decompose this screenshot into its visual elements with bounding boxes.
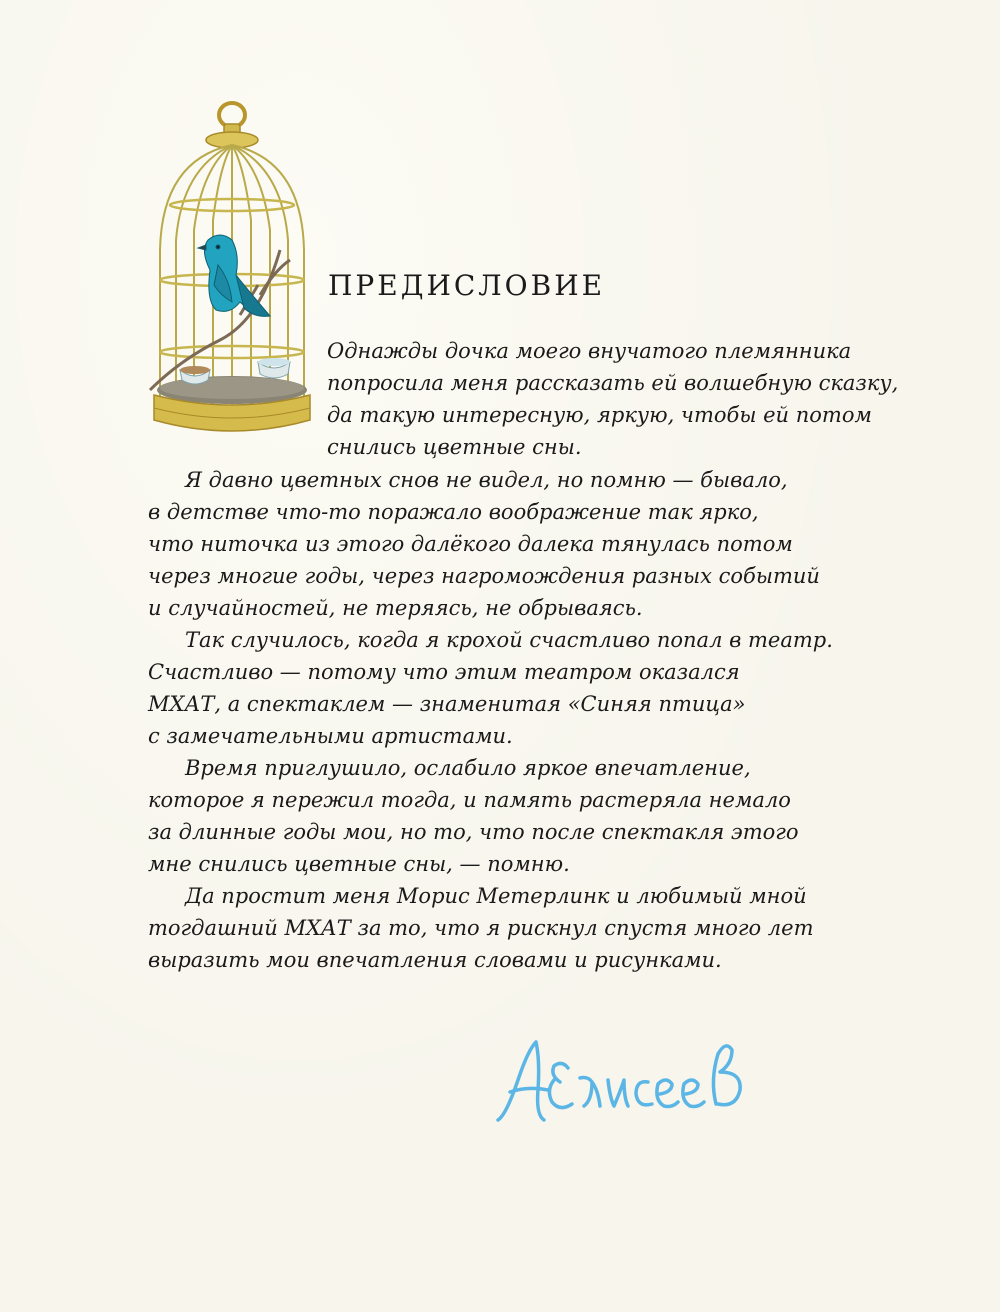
text-line: мне снились цветные сны, — помню. [148, 852, 570, 876]
text-line: МХАТ, а спектаклем — знаменитая «Синяя птица» [148, 692, 746, 716]
text-line: Так случилось, когда я крохой счастливо попал в театр. [185, 628, 833, 652]
text-line: и случайностей, не теряясь, не обрываясь. [148, 596, 643, 620]
text-line: попросила меня рассказать ей волшебную сказку, [327, 371, 899, 395]
text-line: что ниточка из этого далёкого далека тянулась потом [148, 532, 793, 556]
text-line: да такую интересную, яркую, чтобы ей потом [327, 403, 872, 427]
author-signature [488, 1020, 788, 1130]
text-line: Время приглушило, ослабило яркое впечатление, [185, 756, 751, 780]
text-line: с замечательными артистами. [148, 724, 513, 748]
birdcage-illustration [140, 90, 320, 450]
text-line: Однажды дочка моего внучатого племянника [327, 339, 852, 363]
page-title: ПРЕДИСЛОВИЕ [328, 269, 606, 302]
text-line: в детстве что-то поражало воображение так ярко, [148, 500, 759, 524]
text-line: через многие годы, через нагромождения разных событий [148, 564, 820, 588]
text-line: за длинные годы мои, но то, что после спектакля этого [148, 820, 799, 844]
text-line: тогдашний МХАТ за то, что я рискнул спустя много лет [148, 916, 814, 940]
text-line: выразить мои впечатления словами и рисунками. [148, 948, 722, 972]
text-line: которое я пережил тогда, и память растеряла немало [148, 788, 791, 812]
text-line: снились цветные сны. [327, 435, 582, 459]
text-line: Счастливо — потому что этим театром оказался [148, 660, 740, 684]
text-line: Да простит меня Морис Метерлинк и любимый мной [185, 884, 807, 908]
text-line: Я давно цветных снов не видел, но помню — бывало, [185, 468, 788, 492]
